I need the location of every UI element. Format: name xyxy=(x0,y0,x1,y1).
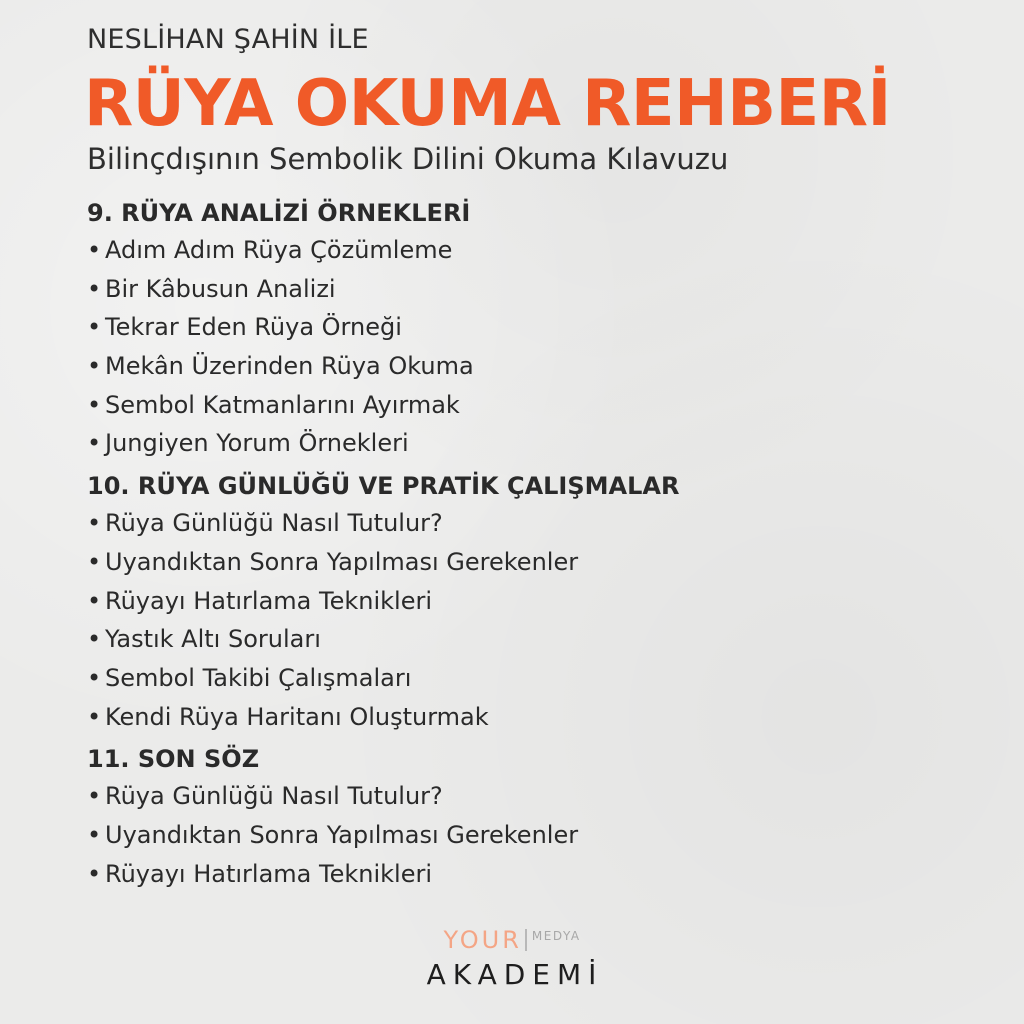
section-heading: 11. SON SÖZ xyxy=(87,745,260,774)
list-item xyxy=(87,816,987,855)
subtitle: Bilinçdışının Sembolik Dilini Okuma Kılavuzu xyxy=(87,142,729,176)
bullet-icon: • xyxy=(87,859,102,888)
list-item-label: Rüya Günlüğü Nasıl Tutulur? xyxy=(105,782,443,811)
bullet-icon: • xyxy=(87,820,102,849)
main-title: RÜYA OKUMA REHBERİ xyxy=(84,67,891,141)
bullet-icon: • xyxy=(87,274,102,303)
list-item-label: Rüya Günlüğü Nasıl Tutulur? xyxy=(105,509,443,538)
bullet-icon: • xyxy=(87,352,102,381)
list-item-label: Rüyayı Hatırlama Teknikleri xyxy=(105,859,432,888)
list-item xyxy=(87,582,987,621)
bullet-icon: • xyxy=(87,586,102,615)
list-item-label: Tekrar Eden Rüya Örneği xyxy=(105,313,402,342)
bullet-icon: • xyxy=(87,236,102,264)
list-item xyxy=(87,347,987,386)
list-item-label: Sembol Takibi Çalışmaları xyxy=(105,663,412,692)
logo-divider xyxy=(525,929,527,951)
list-item xyxy=(87,855,987,894)
list-item-label: Uyandıktan Sonra Yapılması Gerekenler xyxy=(105,547,579,576)
section-9 xyxy=(87,195,987,463)
list-item-label: Kendi Rüya Haritanı Oluşturmak xyxy=(105,702,489,731)
list-item xyxy=(87,504,987,543)
section-heading: 10. RÜYA GÜNLÜĞÜ VE PRATİK ÇALIŞMALAR xyxy=(87,472,680,501)
list-item xyxy=(87,543,987,582)
list-item xyxy=(87,386,987,425)
author-kicker: NESLİHAN ŞAHİN İLE xyxy=(87,24,369,55)
bullet-icon: • xyxy=(87,782,102,811)
list-item-label: Adım Adım Rüya Çözümleme xyxy=(105,236,453,264)
logo-medya-text: MEDYA xyxy=(531,929,581,943)
section-11 xyxy=(87,741,987,893)
list-item-label: Mekân Üzerinden Rüya Okuma xyxy=(105,352,474,381)
table-of-contents xyxy=(87,195,987,893)
bullet-icon: • xyxy=(87,547,102,576)
list-item xyxy=(87,270,987,309)
bullet-icon: • xyxy=(87,429,102,458)
logo-akademi-text: AKADEMİ xyxy=(426,958,604,991)
bullet-icon: • xyxy=(87,663,102,692)
list-item xyxy=(87,424,987,463)
list-item-label: Sembol Katmanlarını Ayırmak xyxy=(105,390,460,419)
logo-top-row xyxy=(443,925,580,955)
list-item xyxy=(87,777,987,816)
list-item xyxy=(87,659,987,698)
bullet-icon: • xyxy=(87,509,102,538)
bullet-icon: • xyxy=(87,702,102,731)
logo-your-text: YOUR xyxy=(443,926,522,954)
list-item-label: Jungiyen Yorum Örnekleri xyxy=(105,429,409,458)
section-heading: 9. RÜYA ANALİZİ ÖRNEKLERİ xyxy=(87,199,471,227)
list-item xyxy=(87,308,987,347)
academy-logo xyxy=(0,925,1024,993)
bullet-icon: • xyxy=(87,390,102,419)
list-item xyxy=(87,620,987,659)
bullet-icon: • xyxy=(87,313,102,342)
list-item-label: Bir Kâbusun Analizi xyxy=(105,274,336,303)
list-item-label: Rüyayı Hatırlama Teknikleri xyxy=(105,586,432,615)
list-item-label: Uyandıktan Sonra Yapılması Gerekenler xyxy=(105,820,579,849)
list-item xyxy=(87,231,987,270)
section-10 xyxy=(87,468,987,736)
list-item-label: Yastık Altı Soruları xyxy=(105,625,321,654)
bullet-icon: • xyxy=(87,625,102,654)
list-item xyxy=(87,698,987,737)
